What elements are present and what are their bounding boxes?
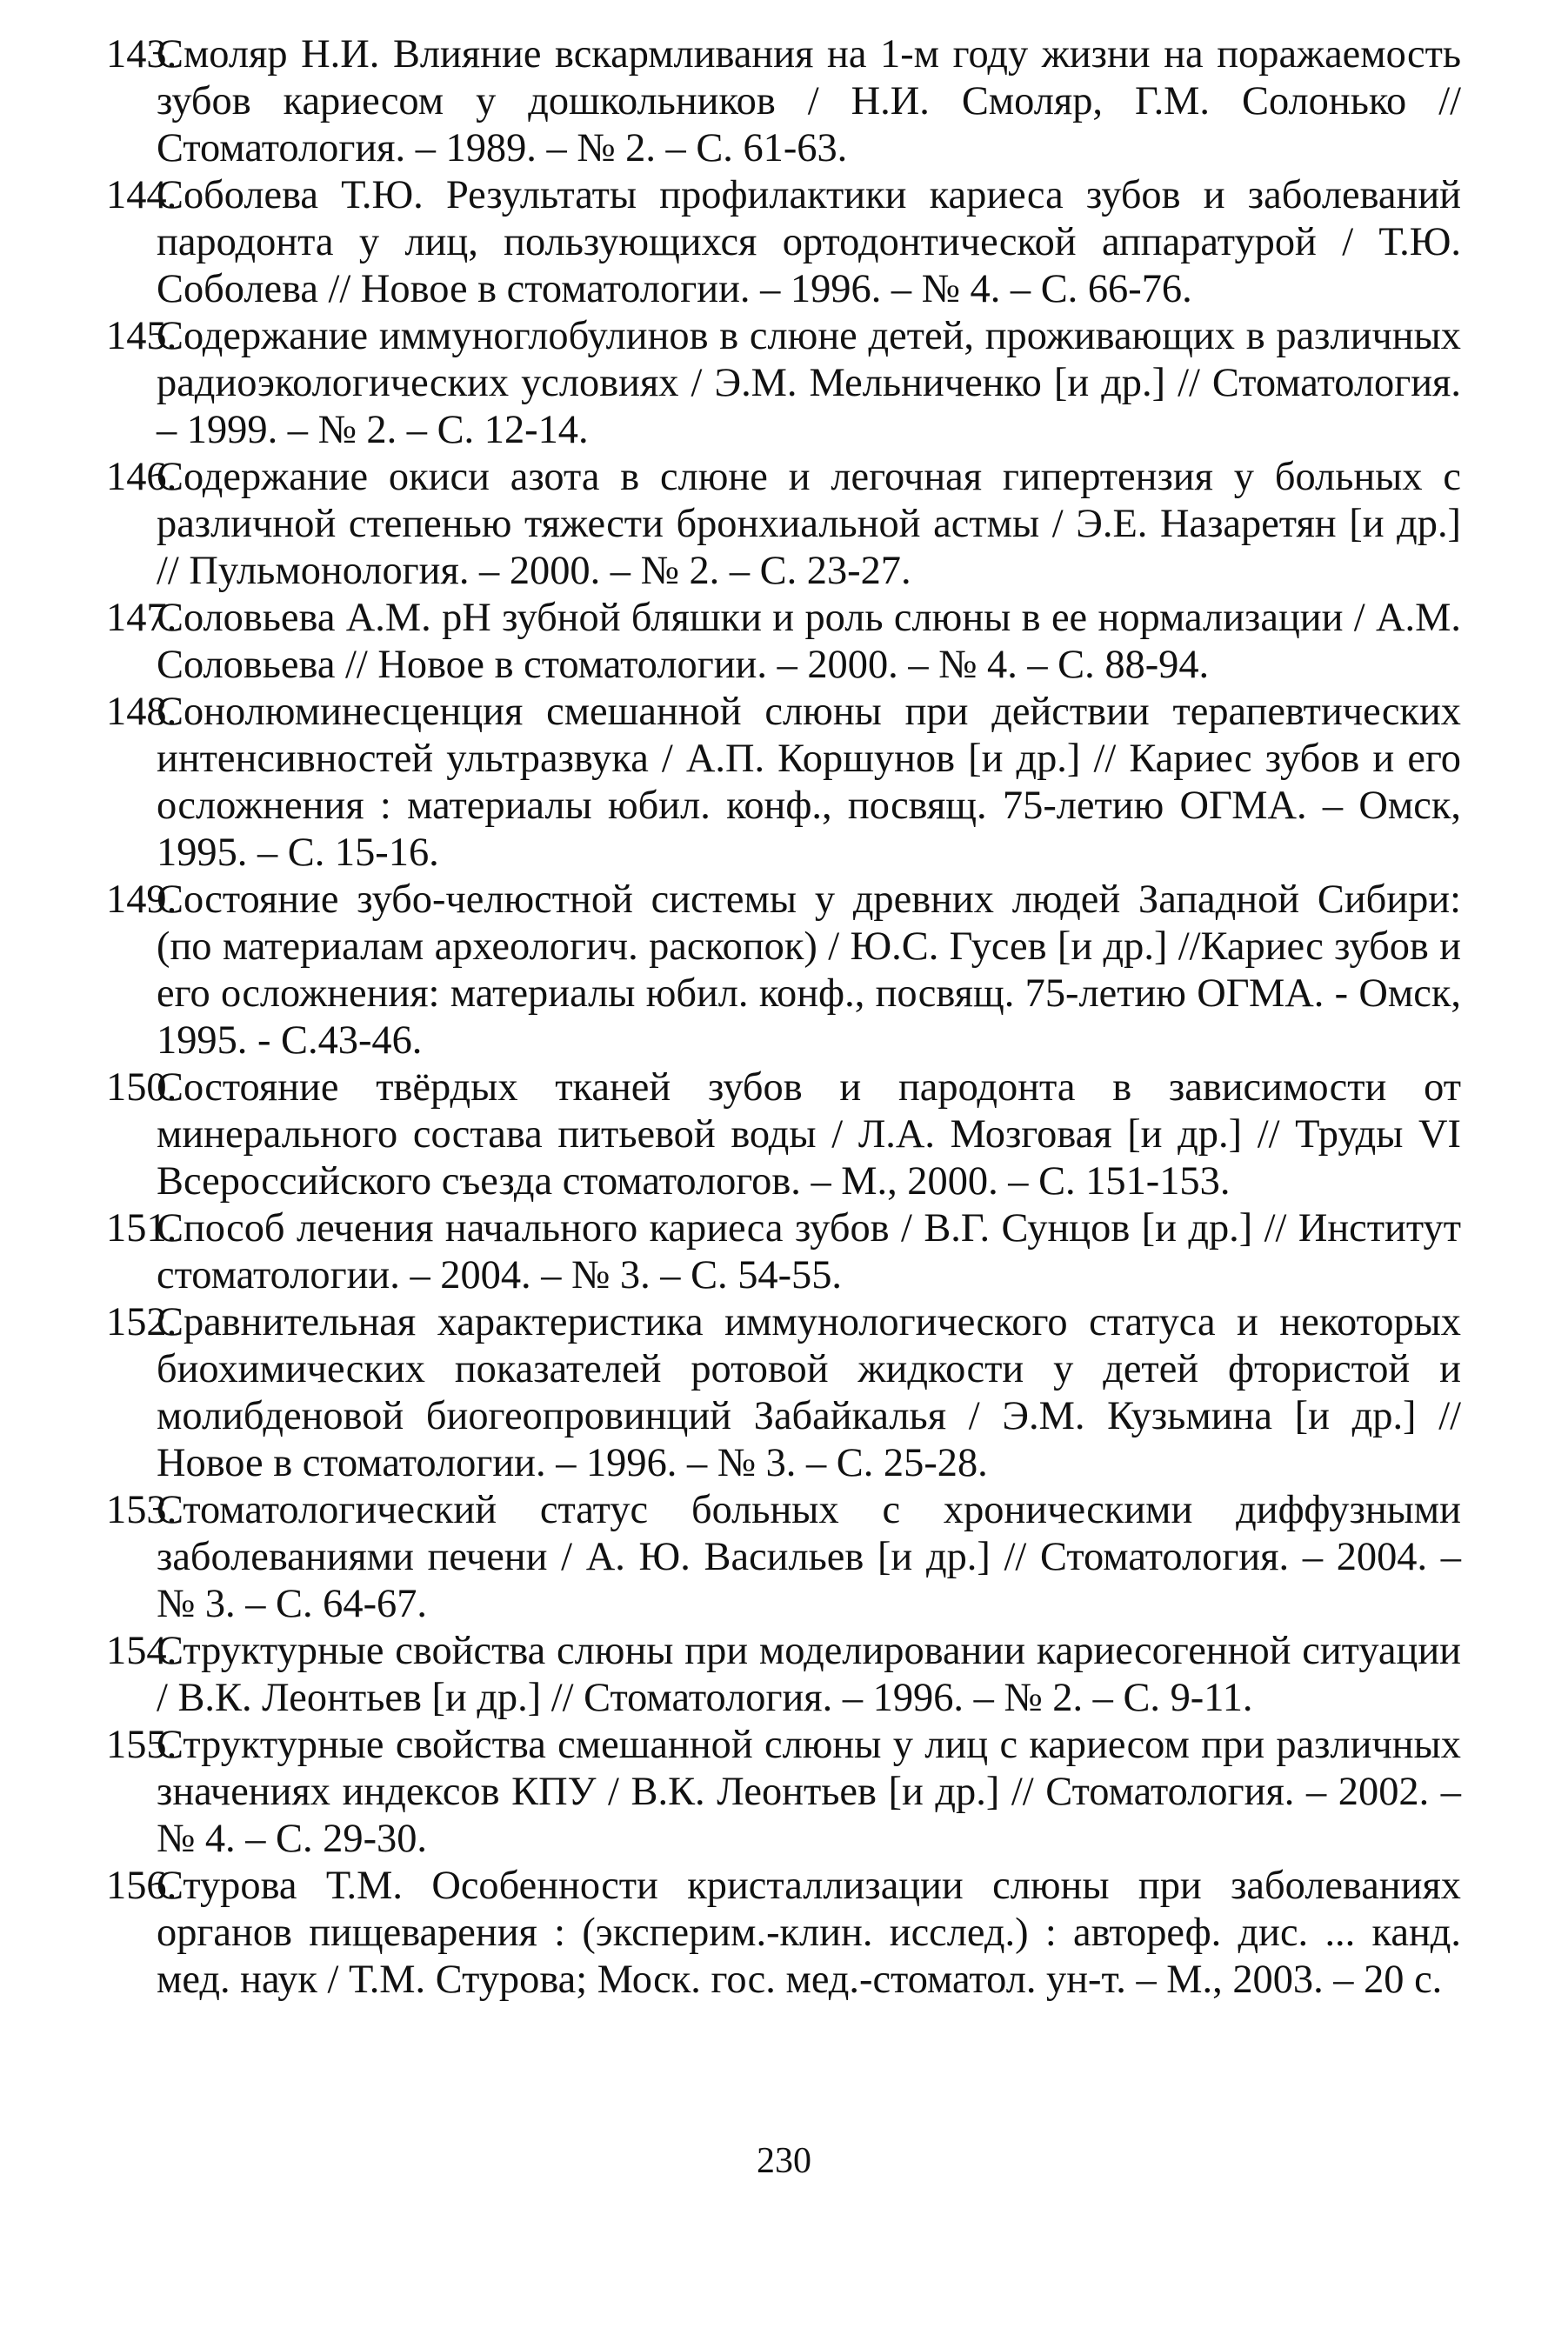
reference-number: 146. xyxy=(106,455,177,499)
reference-text: Способ лечения начального кариеса зубов / В.Г. Сунцов [и др.] // Институт стоматологии. – 2004. – № 3. – С. 54-55. xyxy=(157,1206,1461,1297)
reference-text: Соловьева А.М. pH зубной бляшки и роль слюны в ее нормализации / А.М. Соловьева // Новое в стоматологии. – 2000. – № 4. – С. 88-94. xyxy=(157,596,1461,687)
reference-item xyxy=(106,172,1461,313)
page-number: 230 xyxy=(757,2141,811,2181)
reference-item xyxy=(106,1299,1461,1487)
reference-item xyxy=(106,1205,1461,1299)
reference-item xyxy=(106,454,1461,595)
reference-item xyxy=(106,1863,1461,2004)
reference-text: Содержание иммуноглобулинов в слюне детей, проживающих в различных радиоэкологических условиях / Э.М. Мельниченко [и др.] // Стоматология. – 1999. – № 2. – С. 12-14. xyxy=(157,314,1461,452)
reference-number: 149. xyxy=(106,877,177,922)
reference-item xyxy=(106,689,1461,877)
reference-number: 151. xyxy=(106,1206,177,1251)
reference-text: Смоляр Н.И. Влияние вскармливания на 1-м году жизни на поражаемость зубов кариесом у дошкольников / Н.И. Смоляр, Г.М. Солонько // Стоматология. – 1989. – № 2. – С. 61-63. xyxy=(157,32,1461,170)
reference-text: Структурные свойства слюны при моделировании кариесогенной ситуации / В.К. Леонтьев [и др.] // Стоматология. – 1996. – № 2. – С. 9-11. xyxy=(157,1629,1461,1720)
reference-text: Стоматологический статус больных с хроническими диффузными заболеваниями печени / А. Ю. Васильев [и др.] // Стоматология. – 2004. – № 3. – С. 64-67. xyxy=(157,1488,1461,1626)
reference-text: Соболева Т.Ю. Результаты профилактики кариеса зубов и заболеваний пародонта у лиц, пользующихся ортодонтической аппаратурой / Т.Ю. Соболева // Новое в стоматологии. – 1996. – № 4. – С. 66-76. xyxy=(157,173,1461,311)
reference-text: Состояние твёрдых тканей зубов и пародонта в зависимости от минерального состава питьевой воды / Л.А. Мозговая [и др.] // Труды VI Всероссийского съезда стоматологов. – М., 2000. – С. 151-153. xyxy=(157,1065,1461,1204)
reference-number: 155. xyxy=(106,1723,177,1767)
reference-number: 154. xyxy=(106,1629,177,1673)
reference-number: 148. xyxy=(106,690,177,734)
reference-number: 143. xyxy=(106,32,177,77)
reference-list xyxy=(106,31,1461,2004)
reference-item xyxy=(106,1628,1461,1722)
reference-number: 150. xyxy=(106,1065,177,1110)
reference-text: Сонолюминесценция смешанной слюны при действии терапевтических интенсивностей ультразвука / А.П. Коршунов [и др.] // Кариес зубов и его осложнения : материалы юбил. конф., посвящ. 75-летию ОГМА. – Омск, 1995. – С. 15-16. xyxy=(157,690,1461,875)
reference-number: 152. xyxy=(106,1300,177,1344)
reference-item xyxy=(106,1064,1461,1205)
reference-item xyxy=(106,31,1461,172)
reference-number: 144. xyxy=(106,173,177,217)
reference-item xyxy=(106,1487,1461,1628)
reference-text: Стурова Т.М. Особенности кристаллизации слюны при заболеваниях органов пищеварения : (эксперим.-клин. исслед.) : автореф. дис. ... канд. мед. наук / Т.М. Стурова; Моск. гос. мед.-стоматол. ун-т. – М., 2003. – 20 с. xyxy=(157,1864,1461,2002)
reference-text: Структурные свойства смешанной слюны у лиц с кариесом при различных значениях индексов КПУ / В.К. Леонтьев [и др.] // Стоматология. – 2002. – № 4. – С. 29-30. xyxy=(157,1723,1461,1861)
reference-item xyxy=(106,877,1461,1064)
reference-item xyxy=(106,1722,1461,1863)
reference-number: 153. xyxy=(106,1488,177,1532)
reference-text: Состояние зубо-челюстной системы у древних людей Западной Сибири: (по материалам археологич. раскопок) / Ю.С. Гусев [и др.] //Кариес зубов и его осложнения: материалы юбил. конф., посвящ. 75-летию ОГМА. - Омск, 1995. - С.43-46. xyxy=(157,877,1461,1063)
reference-number: 145. xyxy=(106,314,177,358)
reference-item xyxy=(106,313,1461,454)
reference-number: 147. xyxy=(106,596,177,640)
reference-item xyxy=(106,595,1461,689)
reference-text: Сравнительная характеристика иммунологического статуса и некоторых биохимических показателей ротовой жидкости у детей фтористой и молибденовой биогеопровинций Забайкалья / Э.М. Кузьмина [и др.] // Новое в стоматологии. – 1996. – № 3. – С. 25-28. xyxy=(157,1300,1461,1485)
reference-text: Содержание окиси азота в слюне и легочная гипертензия у больных с различной степенью тяжести бронхиальной астмы / Э.Е. Назаретян [и др.] // Пульмонология. – 2000. – № 2. – С. 23-27. xyxy=(157,455,1461,593)
reference-number: 156. xyxy=(106,1864,177,1908)
